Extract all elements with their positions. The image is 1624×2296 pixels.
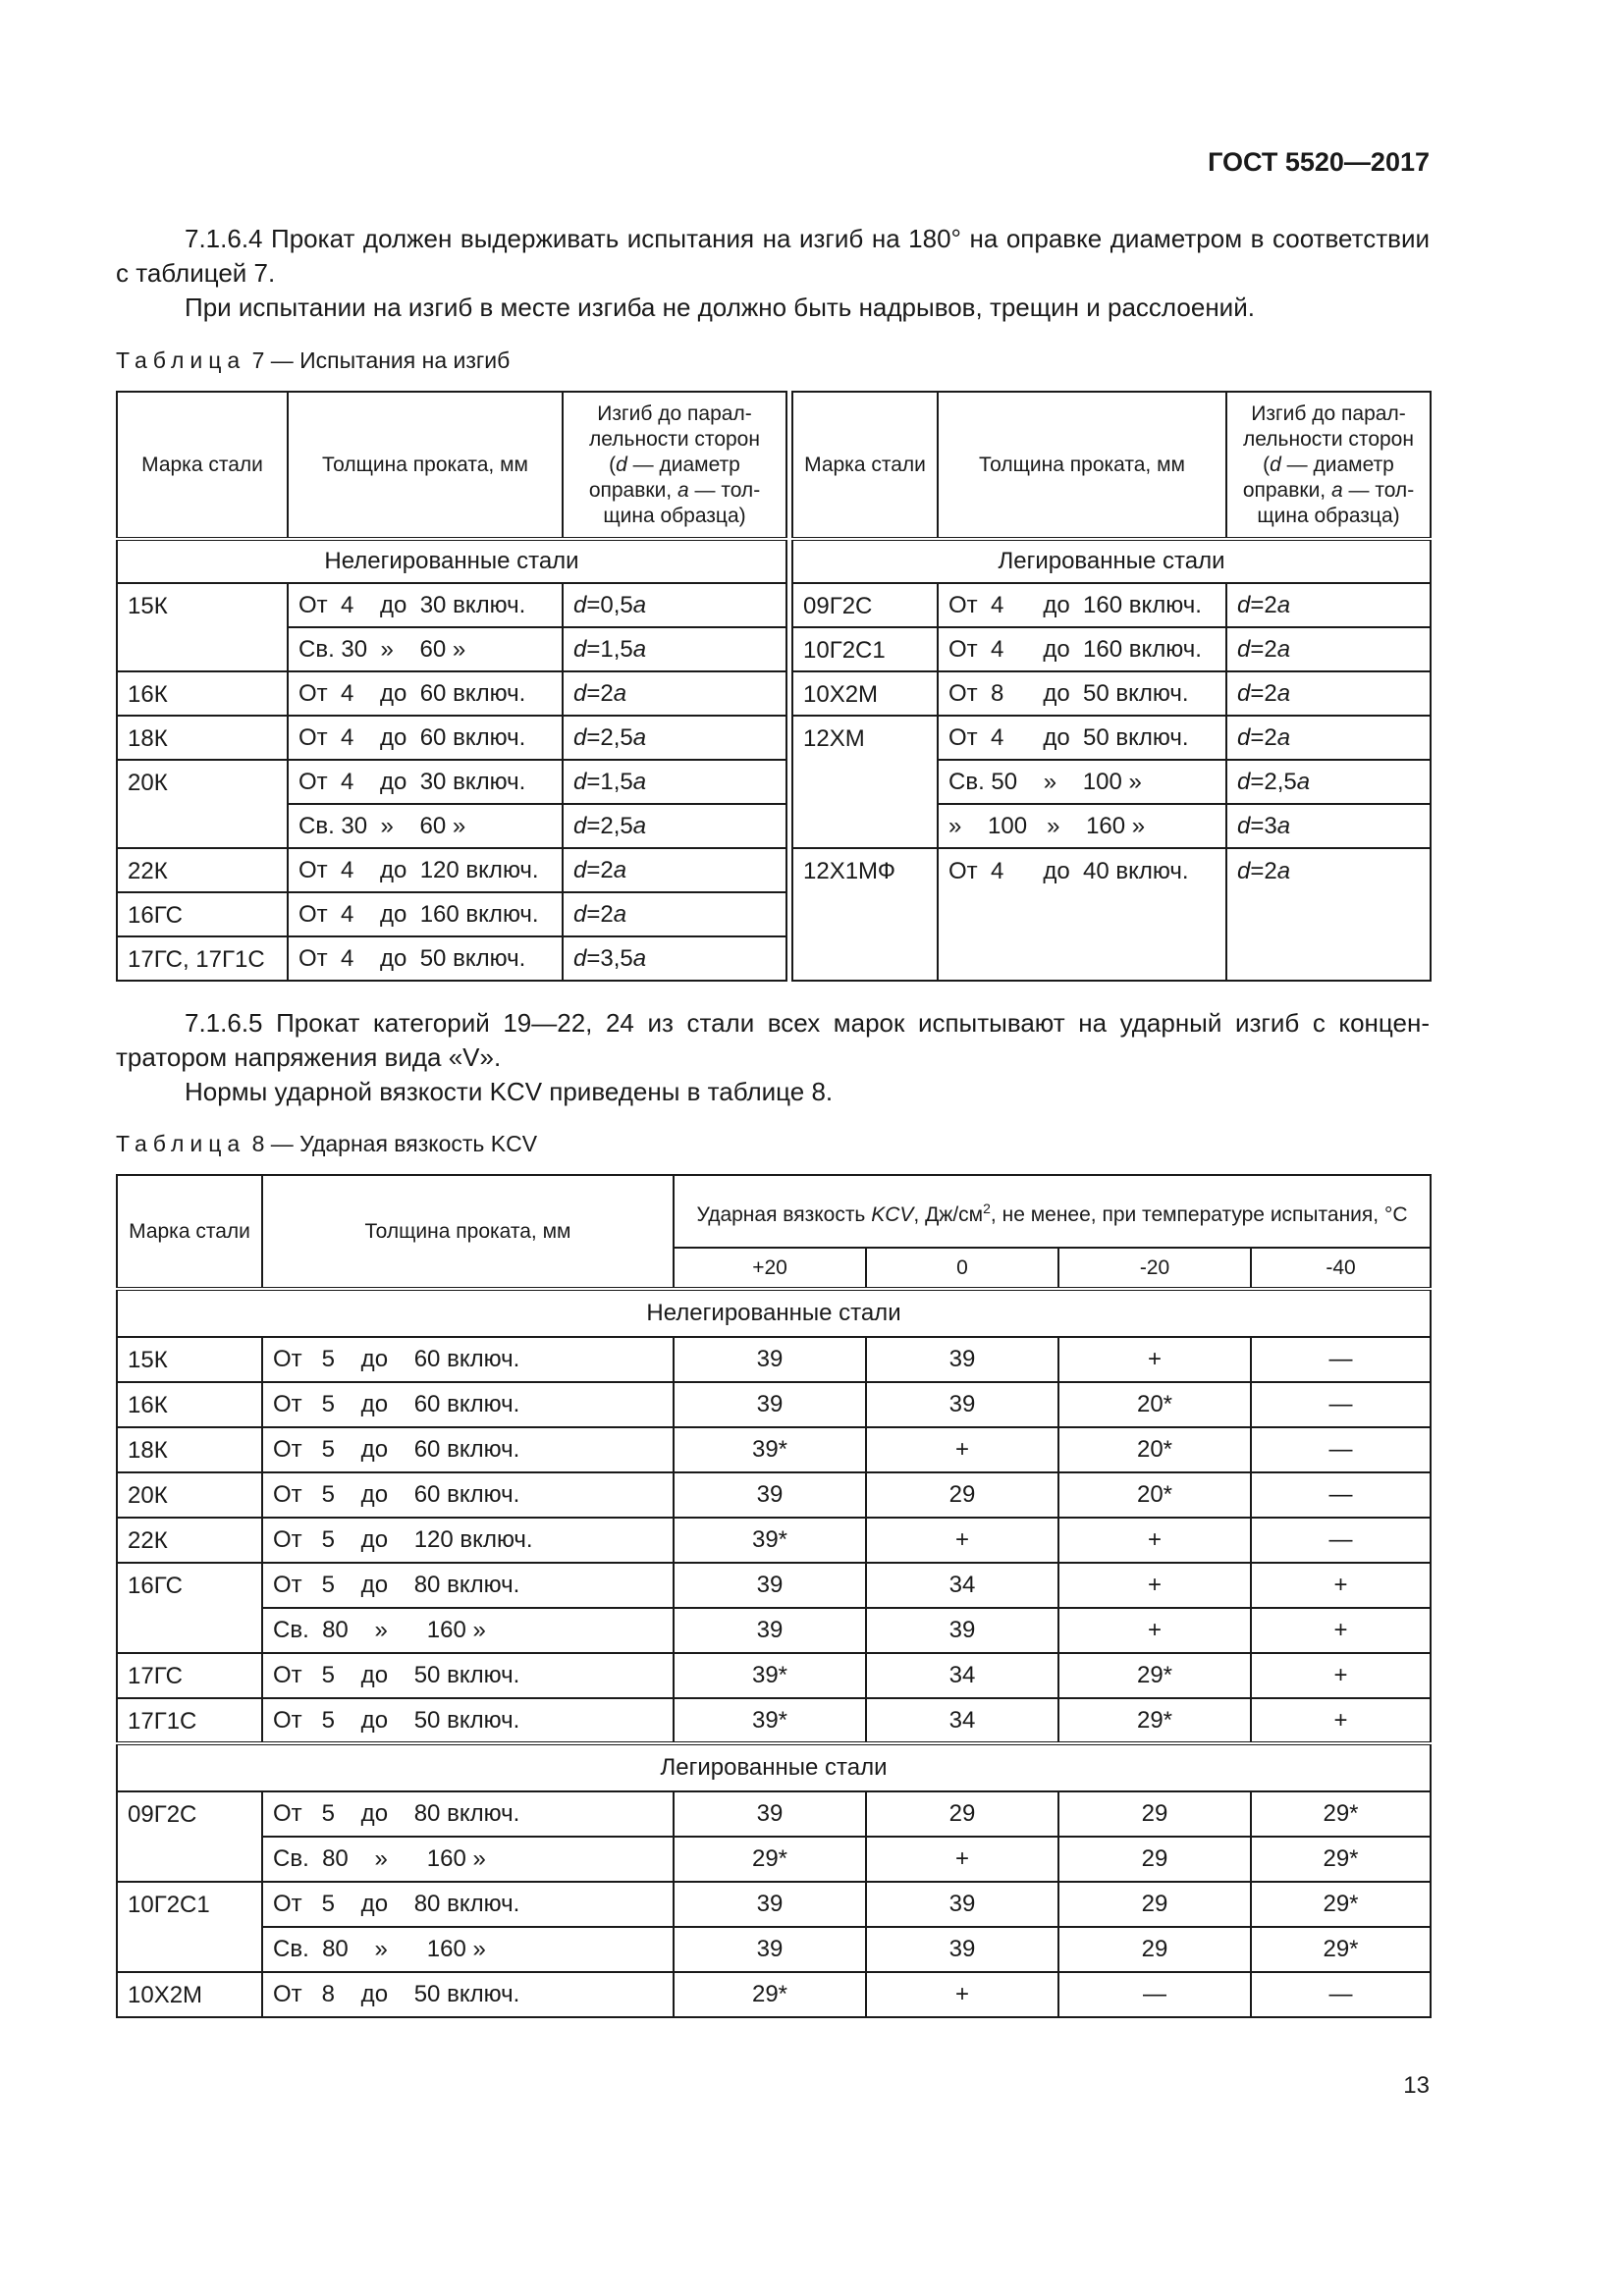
thickness-cell: Св. 80 » 160 » xyxy=(262,1608,674,1653)
grade-cell: 17ГС xyxy=(117,1653,262,1698)
kcv-value-cell: — xyxy=(1251,1427,1431,1472)
thickness-cell: От 5 до 60 включ. xyxy=(262,1427,674,1472)
section-unalloyed: Нелегированные стали xyxy=(117,539,786,583)
bend-cell: d=2a xyxy=(563,671,786,716)
kcv-value-cell: 20* xyxy=(1058,1427,1251,1472)
table-row xyxy=(117,1563,1431,1608)
kcv-value-cell: — xyxy=(1251,1972,1431,2017)
thickness-cell: От 4 до 30 включ. xyxy=(288,760,563,804)
kcv-value-cell: 39 xyxy=(674,1382,866,1427)
kcv-value-cell: 29 xyxy=(1058,1927,1251,1972)
col-header-grade-right: Марка стали xyxy=(792,392,938,539)
kcv-value-cell: + xyxy=(866,1972,1058,2017)
kcv-value-cell: 29 xyxy=(1058,1837,1251,1882)
paragraph-7-1-6-4 xyxy=(116,222,1430,291)
table-gap xyxy=(786,892,792,936)
col-header-bend: Изгиб до параллельности сторон (d — диаметр оправки, a — толщина образца) xyxy=(563,392,786,539)
kcv-value-cell: 34 xyxy=(866,1653,1058,1698)
col-header-temp: 0 xyxy=(866,1248,1058,1289)
grade-cell: 09Г2С xyxy=(117,1791,262,1882)
kcv-value-cell: 39* xyxy=(674,1653,866,1698)
section-alloyed: Легированные стали xyxy=(792,539,1431,583)
bend-header-mid: — диаметр оправки, xyxy=(1242,453,1394,502)
kcv-value-cell: 39 xyxy=(674,1608,866,1653)
table-row xyxy=(117,1382,1431,1427)
kcv-value-cell: 34 xyxy=(866,1698,1058,1743)
table-gap xyxy=(786,936,792,981)
table-row xyxy=(117,804,1431,848)
kcv-value-cell: 29* xyxy=(1058,1653,1251,1698)
kcv-value-cell: 39 xyxy=(674,1791,866,1837)
thickness-cell: От 8 до 50 включ. xyxy=(938,671,1226,716)
kcv-value-cell: 39 xyxy=(866,1882,1058,1927)
thickness-cell: От 4 до 160 включ. xyxy=(938,627,1226,671)
grade-cell: 09Г2С xyxy=(792,583,938,627)
paragraph-text: 7.1.6.5 Прокат категорий 19—22, 24 из стали всех марок испытывают на ударный изгиб с концентратором напряжения вида «V». xyxy=(116,1008,1430,1072)
kcv-value-cell: + xyxy=(1251,1698,1431,1743)
kcv-value-cell: + xyxy=(866,1427,1058,1472)
thickness-cell: От 4 до 60 включ. xyxy=(288,716,563,760)
kcv-header-pre: Ударная вязкость xyxy=(696,1202,872,1226)
grade-cell: 22К xyxy=(117,1518,262,1563)
grade-cell: 18К xyxy=(117,1427,262,1472)
bend-cell: d=2a xyxy=(563,848,786,892)
kcv-value-cell: 39 xyxy=(866,1608,1058,1653)
kcv-value-cell: 39 xyxy=(674,1472,866,1518)
table-row xyxy=(117,1698,1431,1743)
table-row xyxy=(117,1337,1431,1382)
table-row xyxy=(117,848,1431,892)
table-row xyxy=(117,1518,1431,1563)
grade-cell: 10Г2С1 xyxy=(117,1882,262,1972)
thickness-cell: От 5 до 50 включ. xyxy=(262,1698,674,1743)
grade-cell: 12ХМ xyxy=(792,716,938,848)
bend-header-end: — толщина образца) xyxy=(1257,478,1415,527)
table-gap xyxy=(786,804,792,848)
thickness-cell: От 4 до 160 включ. xyxy=(288,892,563,936)
kcv-value-cell: 39 xyxy=(674,1563,866,1608)
kcv-value-cell: 34 xyxy=(866,1563,1058,1608)
thickness-cell: От 4 до 60 включ. xyxy=(288,671,563,716)
col-header-thickness: Толщина проката, мм xyxy=(262,1175,674,1289)
kcv-value-cell: 29* xyxy=(1251,1837,1431,1882)
thickness-cell: От 5 до 60 включ. xyxy=(262,1337,674,1382)
kcv-value-cell: 39 xyxy=(866,1927,1058,1972)
grade-cell: 15К xyxy=(117,583,288,671)
grade-cell: 12Х1МФ xyxy=(792,848,938,981)
kcv-value-cell: 39 xyxy=(866,1382,1058,1427)
section-unalloyed: Нелегированные стали xyxy=(117,1289,1431,1337)
bend-cell: d=2,5a xyxy=(563,716,786,760)
section-alloyed: Легированные стали xyxy=(117,1743,1431,1791)
table-row xyxy=(117,583,1431,627)
thickness-cell: Св. 50 » 100 » xyxy=(938,760,1226,804)
kcv-value-cell: + xyxy=(1251,1653,1431,1698)
thickness-cell: От 5 до 60 включ. xyxy=(262,1382,674,1427)
kcv-value-cell: 39 xyxy=(866,1337,1058,1382)
thickness-cell: От 5 до 80 включ. xyxy=(262,1882,674,1927)
page-number: 13 xyxy=(1403,2072,1430,2099)
kcv-value-cell: 29* xyxy=(674,1837,866,1882)
bend-header-mid: — диаметр оправки, xyxy=(588,453,740,502)
table-row xyxy=(117,1927,1431,1972)
bend-cell: d=2a xyxy=(563,892,786,936)
table-row xyxy=(117,1608,1431,1653)
kcv-value-cell: 39* xyxy=(674,1698,866,1743)
table-header-row xyxy=(117,392,1431,539)
kcv-value-cell: 29* xyxy=(1058,1698,1251,1743)
grade-cell: 17ГС, 17Г1С xyxy=(117,936,288,981)
kcv-value-cell: + xyxy=(866,1837,1058,1882)
thickness-cell: От 4 до 30 включ. xyxy=(288,583,563,627)
bend-cell: d=3a xyxy=(1226,804,1431,848)
caption-label: Таблица xyxy=(116,1131,246,1156)
kcv-value-cell: 20* xyxy=(1058,1472,1251,1518)
thickness-cell: Св. 80 » 160 » xyxy=(262,1927,674,1972)
table-row xyxy=(117,1837,1431,1882)
bend-test-table xyxy=(116,391,1432,982)
thickness-cell: От 5 до 50 включ. xyxy=(262,1653,674,1698)
col-header-kcv xyxy=(674,1175,1431,1248)
bend-cell: d=2,5a xyxy=(563,804,786,848)
document-header: ГОСТ 5520—2017 xyxy=(1208,147,1430,177)
table-row xyxy=(117,1791,1431,1837)
table7-caption xyxy=(116,347,510,374)
table-row xyxy=(117,716,1431,760)
kcv-unit: , Дж/см xyxy=(913,1202,984,1226)
caption-label: Таблица xyxy=(116,347,246,373)
kcv-header-post: , не менее, при температуре испытания, °С xyxy=(990,1202,1408,1226)
thickness-cell: От 5 до 80 включ. xyxy=(262,1563,674,1608)
kcv-value-cell: 29* xyxy=(1251,1882,1431,1927)
symbol-a: a xyxy=(677,478,689,502)
table-row xyxy=(117,1653,1431,1698)
paragraph-text: При испытании на изгиб в месте изгиба не должно быть надрывов, трещин и расслоений. xyxy=(185,293,1255,322)
section-row xyxy=(117,539,1431,583)
bend-header-line: Изгиб до параллельности сторон xyxy=(1243,401,1414,451)
bend-cell: d=1,5a xyxy=(563,760,786,804)
section-row xyxy=(117,1289,1431,1337)
thickness-cell: От 5 до 80 включ. xyxy=(262,1791,674,1837)
bend-cell: d=1,5a xyxy=(563,627,786,671)
kcv-value-cell: — xyxy=(1251,1472,1431,1518)
kcv-value-cell: 29 xyxy=(866,1791,1058,1837)
table8-caption xyxy=(116,1131,537,1157)
grade-cell: 16К xyxy=(117,1382,262,1427)
grade-cell: 10Х2М xyxy=(792,671,938,716)
thickness-cell: От 4 до 40 включ. xyxy=(938,848,1226,981)
caption-title: 8 — Ударная вязкость KCV xyxy=(251,1131,538,1156)
kcv-symbol: KCV xyxy=(871,1202,914,1226)
bend-cell: d=3,5a xyxy=(563,936,786,981)
grade-cell: 20К xyxy=(117,760,288,848)
kcv-value-cell: 29* xyxy=(674,1972,866,2017)
grade-cell: 15К xyxy=(117,1337,262,1382)
bend-cell: d=2a xyxy=(1226,671,1431,716)
bend-cell: d=2a xyxy=(1226,716,1431,760)
kcv-value-cell: 29 xyxy=(866,1472,1058,1518)
col-header-thickness: Толщина проката, мм xyxy=(288,392,563,539)
thickness-cell: От 5 до 120 включ. xyxy=(262,1518,674,1563)
kcv-value-cell: + xyxy=(1058,1518,1251,1563)
table-row xyxy=(117,1472,1431,1518)
thickness-cell: От 4 до 120 включ. xyxy=(288,848,563,892)
grade-cell: 10Х2М xyxy=(117,1972,262,2017)
grade-cell: 17Г1С xyxy=(117,1698,262,1743)
thickness-cell: От 5 до 60 включ. xyxy=(262,1472,674,1518)
bend-cell: d=0,5a xyxy=(563,583,786,627)
paragraph-7-1-6-5-cont xyxy=(116,1075,1430,1109)
caption-title: 7 — Испытания на изгиб xyxy=(251,347,511,373)
section-row xyxy=(117,1743,1431,1791)
table-gap xyxy=(786,760,792,804)
kcv-value-cell: 39* xyxy=(674,1427,866,1472)
col-header-temp: -40 xyxy=(1251,1248,1431,1289)
paragraph-text: Нормы ударной вязкости KCV приведены в таблице 8. xyxy=(185,1077,834,1106)
col-header-temp: -20 xyxy=(1058,1248,1251,1289)
bend-cell: d=2a xyxy=(1226,583,1431,627)
impact-toughness-table xyxy=(116,1174,1432,2018)
kcv-value-cell: — xyxy=(1251,1337,1431,1382)
kcv-value-cell: + xyxy=(866,1518,1058,1563)
col-header-grade: Марка стали xyxy=(117,392,288,539)
table-row xyxy=(117,1972,1431,2017)
grade-cell: 22К xyxy=(117,848,288,892)
thickness-cell: От 4 до 50 включ. xyxy=(938,716,1226,760)
table-row xyxy=(117,1427,1431,1472)
table-row xyxy=(117,1882,1431,1927)
bend-header-line: Изгиб до параллельности сторон xyxy=(589,401,760,451)
symbol-a: a xyxy=(1330,478,1343,502)
kcv-value-cell: + xyxy=(1251,1608,1431,1653)
bend-cell: d=2a xyxy=(1226,627,1431,671)
kcv-value-cell: + xyxy=(1058,1563,1251,1608)
kcv-value-cell: 39 xyxy=(674,1882,866,1927)
kcv-value-cell: — xyxy=(1251,1518,1431,1563)
table-row xyxy=(117,760,1431,804)
kcv-value-cell: — xyxy=(1058,1972,1251,2017)
col-header-grade: Марка стали xyxy=(117,1175,262,1289)
kcv-value-cell: — xyxy=(1251,1382,1431,1427)
paragraph-text: 7.1.6.4 Прокат должен выдерживать испытания на изгиб на 180° на оправке диаметром в соответствии с таблицей 7. xyxy=(116,224,1430,288)
kcv-value-cell: 39 xyxy=(674,1927,866,1972)
grade-cell: 10Г2С1 xyxy=(792,627,938,671)
thickness-cell: » 100 » 160 » xyxy=(938,804,1226,848)
grade-cell: 16ГС xyxy=(117,892,288,936)
thickness-cell: От 4 до 160 включ. xyxy=(938,583,1226,627)
symbol-d: d xyxy=(616,453,627,476)
grade-cell: 16К xyxy=(117,671,288,716)
bend-header-end: — толщина образца) xyxy=(603,478,761,527)
table-row xyxy=(117,627,1431,671)
thickness-cell: От 8 до 50 включ. xyxy=(262,1972,674,2017)
thickness-cell: Св. 30 » 60 » xyxy=(288,804,563,848)
col-header-bend-right: Изгиб до параллельности сторон (d — диаметр оправки, a — толщина образца) xyxy=(1226,392,1431,539)
col-header-temp: +20 xyxy=(674,1248,866,1289)
grade-cell: 18К xyxy=(117,716,288,760)
kcv-unit-sup: 2 xyxy=(983,1200,991,1216)
kcv-value-cell: 29* xyxy=(1251,1927,1431,1972)
bend-cell: d=2a xyxy=(1226,848,1431,981)
table-header-row xyxy=(117,1175,1431,1248)
thickness-cell: Св. 30 » 60 » xyxy=(288,627,563,671)
col-header-thickness-right: Толщина проката, мм xyxy=(938,392,1226,539)
kcv-value-cell: 29* xyxy=(1251,1791,1431,1837)
kcv-value-cell: + xyxy=(1058,1337,1251,1382)
bend-cell: d=2,5a xyxy=(1226,760,1431,804)
grade-cell: 20К xyxy=(117,1472,262,1518)
kcv-value-cell: 29 xyxy=(1058,1791,1251,1837)
grade-cell: 16ГС xyxy=(117,1563,262,1653)
thickness-cell: От 4 до 50 включ. xyxy=(288,936,563,981)
table-row xyxy=(117,671,1431,716)
kcv-value-cell: 29 xyxy=(1058,1882,1251,1927)
thickness-cell: Св. 80 » 160 » xyxy=(262,1837,674,1882)
symbol-d: d xyxy=(1270,453,1281,476)
kcv-value-cell: + xyxy=(1058,1608,1251,1653)
kcv-value-cell: 20* xyxy=(1058,1382,1251,1427)
paragraph-7-1-6-5 xyxy=(116,1006,1430,1075)
kcv-value-cell: 39* xyxy=(674,1518,866,1563)
kcv-value-cell: + xyxy=(1251,1563,1431,1608)
kcv-value-cell: 39 xyxy=(674,1337,866,1382)
paragraph-7-1-6-4-cont xyxy=(116,291,1430,325)
